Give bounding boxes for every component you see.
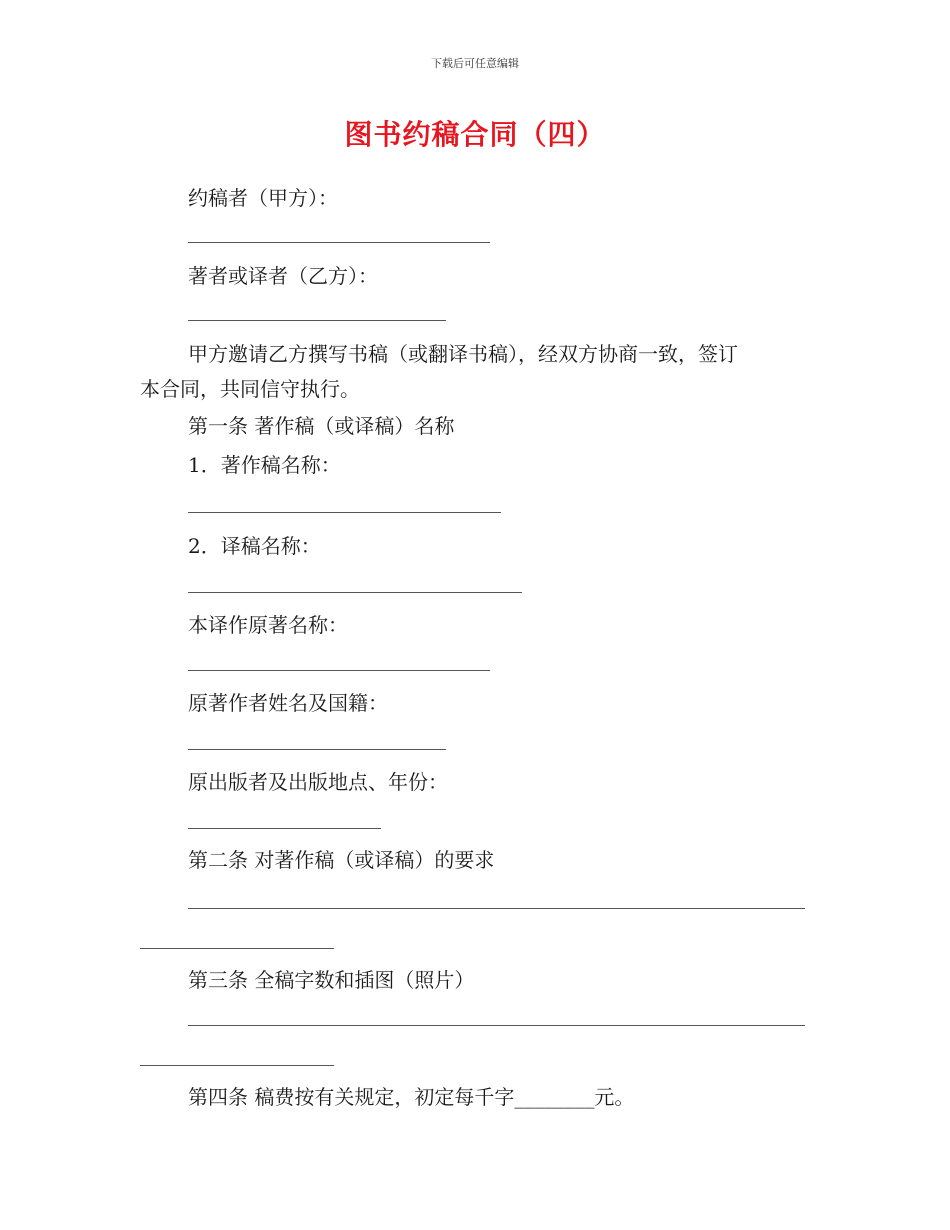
manuscript-name-label: 1．著作稿名称： bbox=[188, 453, 341, 477]
article-2-blank-line-1[interactable] bbox=[188, 908, 805, 909]
article-2-blank-line-2[interactable] bbox=[140, 948, 334, 949]
original-title-blank[interactable] bbox=[188, 670, 490, 671]
party-b-blank[interactable] bbox=[188, 320, 446, 321]
page-header: 下载后可任意编辑 bbox=[431, 57, 519, 70]
party-b-label: 著者或译者（乙方）： bbox=[188, 264, 378, 288]
party-a-label: 约稿者（甲方）： bbox=[188, 186, 338, 210]
article-4-text: 第四条 稿费按有关规定，初定每千字________元。 bbox=[188, 1085, 635, 1109]
original-publisher-label: 原出版者及出版地点、年份： bbox=[188, 770, 448, 794]
original-publisher-blank[interactable] bbox=[188, 828, 381, 829]
document-title: 图书约稿合同（四） bbox=[344, 118, 606, 151]
intro-line-2: 本合同，共同信守执行。 bbox=[140, 377, 360, 401]
article-3-blank-line-2[interactable] bbox=[140, 1065, 334, 1066]
intro-line-1: 甲方邀请乙方撰写书稿（或翻译书稿），经双方协商一致，签订 bbox=[188, 342, 738, 366]
article-2-title: 第二条 对著作稿（或译稿）的要求 bbox=[188, 848, 495, 872]
party-a-blank[interactable] bbox=[188, 242, 490, 243]
translation-name-label: 2．译稿名称： bbox=[188, 534, 321, 558]
translation-name-blank[interactable] bbox=[188, 592, 522, 593]
article-1-title: 第一条 著作稿（或译稿）名称 bbox=[188, 414, 455, 438]
article-3-blank-line-1[interactable] bbox=[188, 1025, 805, 1026]
manuscript-name-blank[interactable] bbox=[188, 512, 501, 513]
original-author-blank[interactable] bbox=[188, 749, 446, 750]
article-3-title: 第三条 全稿字数和插图（照片） bbox=[188, 968, 475, 992]
original-title-label: 本译作原著名称： bbox=[188, 613, 348, 637]
original-author-label: 原著作者姓名及国籍： bbox=[188, 691, 388, 715]
